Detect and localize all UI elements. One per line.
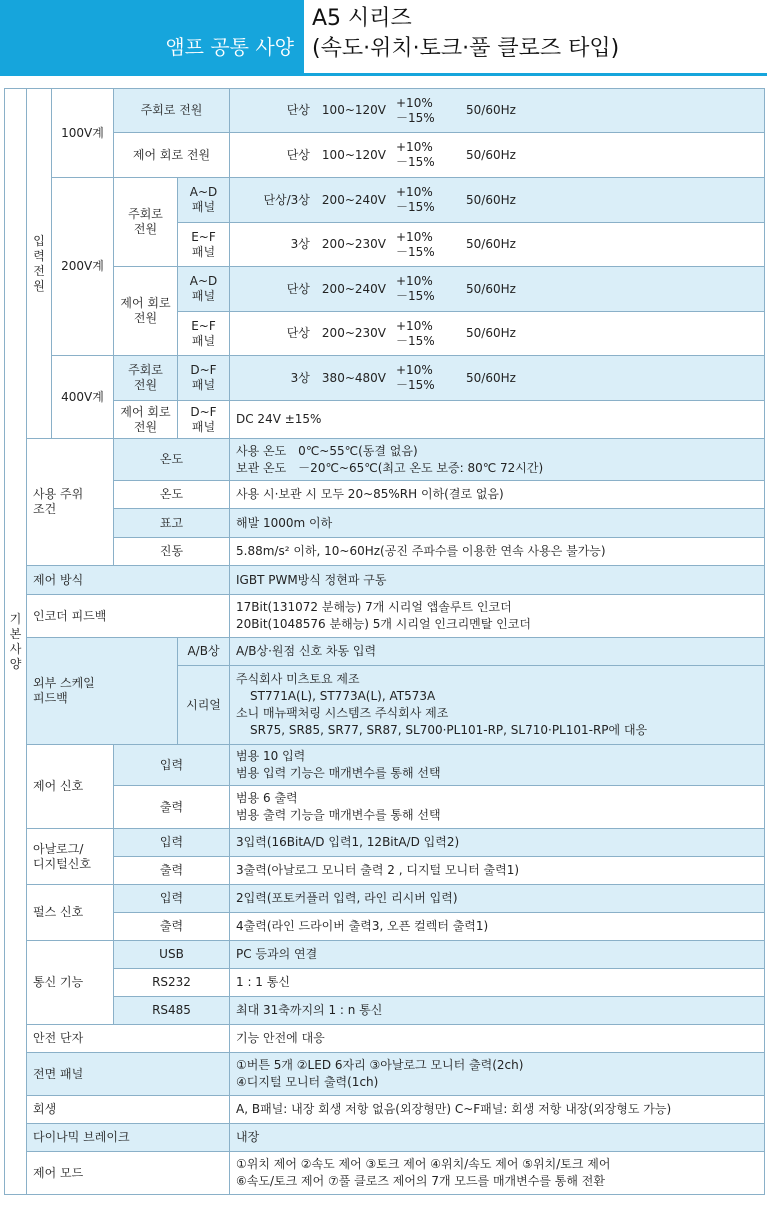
v400-main-power-label: 주회로 전원 bbox=[114, 356, 178, 401]
vibration-value: 5.88m/s² 이하, 10~60Hz(공진 주파수를 이용한 연속 사용은 불가능) bbox=[230, 538, 765, 566]
pulse-out-value: 4출력(라인 드라이버 출력3, 오픈 컬렉터 출력1) bbox=[230, 913, 765, 941]
v400-control-value: DC 24V ±15% bbox=[230, 401, 765, 439]
rs232-value: 1 : 1 통신 bbox=[230, 969, 765, 997]
header-left-title: 앰프 공통 사양 bbox=[0, 0, 304, 73]
humidity-value: 사용 시·보관 시 모두 20~85%RH 이하(결로 없음) bbox=[230, 481, 765, 509]
power-row-6: 단상 200~230V +10% －15% 50/60Hz bbox=[230, 312, 765, 356]
encoder-label: 인코더 피드백 bbox=[27, 595, 230, 638]
temp-value: 사용 온도 0℃~55℃(동결 없음) 보관 온도 －20℃~65℃(최고 온도 보증: 80℃ 72시간) bbox=[230, 439, 765, 481]
altitude-value: 해발 1000m 이하 bbox=[230, 509, 765, 538]
v200-label: 200V계 bbox=[52, 178, 114, 356]
usb-value: PC 등과의 연결 bbox=[230, 941, 765, 969]
series-name: A5 시리즈 bbox=[312, 6, 412, 31]
header-divider bbox=[0, 73, 767, 76]
panel-ef-label: E~F 패널 bbox=[178, 312, 230, 356]
v100-label: 100V계 bbox=[52, 89, 114, 178]
comm-label: 통신 기능 bbox=[27, 941, 114, 1025]
rs485-value: 최대 31축까지의 1 : n 통신 bbox=[230, 997, 765, 1025]
serial-label: 시리얼 bbox=[178, 666, 230, 745]
usb-label: USB bbox=[114, 941, 230, 969]
v100-control-power-label: 제어 회로 전원 bbox=[114, 133, 230, 178]
power-row-4: 3상 200~230V +10% －15% 50/60Hz bbox=[230, 223, 765, 267]
pulse-in-label: 입력 bbox=[114, 885, 230, 913]
panel-ad-label: A~D 패널 bbox=[178, 267, 230, 312]
regen-label: 회생 bbox=[27, 1096, 230, 1124]
control-signal-in-label: 입력 bbox=[114, 745, 230, 786]
env-label: 사용 주위 조건 bbox=[27, 439, 114, 566]
panel-ad-label: A~D 패널 bbox=[178, 178, 230, 223]
panel-df-label: D~F 패널 bbox=[178, 401, 230, 439]
dyn-brake-label: 다이나믹 브레이크 bbox=[27, 1124, 230, 1152]
spec-table bbox=[4, 88, 765, 1195]
rs232-label: RS232 bbox=[114, 969, 230, 997]
control-mode-label: 제어 모드 bbox=[27, 1152, 230, 1195]
v200-main-power-label: 주회로 전원 bbox=[114, 178, 178, 267]
input-power-label: 입 력 전 원 bbox=[27, 89, 52, 439]
safety-label: 안전 단자 bbox=[27, 1025, 230, 1053]
v400-control-power-label: 제어 회로 전원 bbox=[114, 401, 178, 439]
control-signal-label: 제어 신호 bbox=[27, 745, 114, 829]
ab-phase-value: A/B상·원점 신호 차동 입력 bbox=[230, 638, 765, 666]
control-method-label: 제어 방식 bbox=[27, 566, 230, 595]
basic-spec-label: 기 본 사 양 bbox=[5, 89, 27, 1195]
power-row-1: 단상 100~120V +10% －15% 50/60Hz bbox=[230, 89, 765, 133]
analog-in-value: 3입력(16BitA/D 입력1, 12BitA/D 입력2) bbox=[230, 829, 765, 857]
power-row-5: 단상 200~240V +10% －15% 50/60Hz bbox=[230, 267, 765, 312]
pulse-in-value: 2입력(포토커플러 입력, 라인 리시버 입력) bbox=[230, 885, 765, 913]
regen-value: A, B패널: 내장 회생 저항 없음(외장형만) C~F패널: 회생 저항 내장(외장형도 가능) bbox=[230, 1096, 765, 1124]
altitude-label: 표고 bbox=[114, 509, 230, 538]
control-mode-value: ①위치 제어 ②속도 제어 ③토크 제어 ④위치/속도 제어 ⑤위치/토크 제어 ⑥속도/토크 제어 ⑦풀 클로즈 제어의 7개 모드를 매개변수를 통해 전환 bbox=[230, 1152, 765, 1195]
panel-ef-label: E~F 패널 bbox=[178, 223, 230, 267]
page-header bbox=[0, 0, 767, 76]
control-method-value: IGBT PWM방식 정현파 구동 bbox=[230, 566, 765, 595]
power-row-3: 단상/3상 200~240V +10% －15% 50/60Hz bbox=[230, 178, 765, 223]
analog-signal-label: 아날로그/ 디지털신호 bbox=[27, 829, 114, 885]
humidity-label: 온도 bbox=[114, 481, 230, 509]
header-right-title bbox=[312, 4, 619, 64]
front-panel-value: ①버튼 5개 ②LED 6자리 ③아날로그 모니터 출력(2ch) ④디지털 모니터 출력(1ch) bbox=[230, 1053, 765, 1096]
rs485-label: RS485 bbox=[114, 997, 230, 1025]
panel-df-label: D~F 패널 bbox=[178, 356, 230, 401]
v100-main-power-label: 주회로 전원 bbox=[114, 89, 230, 133]
analog-out-value: 3출력(아날로그 모니터 출력 2 , 디지털 모니터 출력1) bbox=[230, 857, 765, 885]
encoder-value: 17Bit(131072 분해능) 7개 시리얼 앱솔루트 인코더 20Bit(1048576 분해능) 5개 시리얼 인크리멘탈 인코더 bbox=[230, 595, 765, 638]
v400-label: 400V계 bbox=[52, 356, 114, 439]
analog-out-label: 출력 bbox=[114, 857, 230, 885]
temp-label: 온도 bbox=[114, 439, 230, 481]
power-row-2: 단상 100~120V +10% －15% 50/60Hz bbox=[230, 133, 765, 178]
power-row-7: 3상 380~480V +10% －15% 50/60Hz bbox=[230, 356, 765, 401]
pulse-signal-label: 펄스 신호 bbox=[27, 885, 114, 941]
safety-value: 기능 안전에 대응 bbox=[230, 1025, 765, 1053]
serial-value: 주식회사 미츠토요 제조 ST771A(L), ST773A(L), AT573A 소니 매뉴팩처링 시스템즈 주식회사 제조 SR75, SR85, SR77, SR87, SL700·PL101-RP, SL710·PL101-RP에 대응 bbox=[230, 666, 765, 745]
analog-in-label: 입력 bbox=[114, 829, 230, 857]
control-signal-out-value: 범용 6 출력 범용 출력 기능을 매개변수를 통해 선택 bbox=[230, 786, 765, 829]
v200-control-power-label: 제어 회로 전원 bbox=[114, 267, 178, 356]
series-type: (속도·위치·토크·풀 클로즈 타입) bbox=[312, 36, 620, 61]
ab-phase-label: A/B상 bbox=[178, 638, 230, 666]
vibration-label: 진동 bbox=[114, 538, 230, 566]
front-panel-label: 전면 패널 bbox=[27, 1053, 230, 1096]
dyn-brake-value: 내장 bbox=[230, 1124, 765, 1152]
ext-scale-label: 외부 스케일 피드백 bbox=[27, 638, 178, 745]
control-signal-in-value: 범용 10 입력 범용 입력 기능은 매개변수를 통해 선택 bbox=[230, 745, 765, 786]
control-signal-out-label: 출력 bbox=[114, 786, 230, 829]
pulse-out-label: 출력 bbox=[114, 913, 230, 941]
